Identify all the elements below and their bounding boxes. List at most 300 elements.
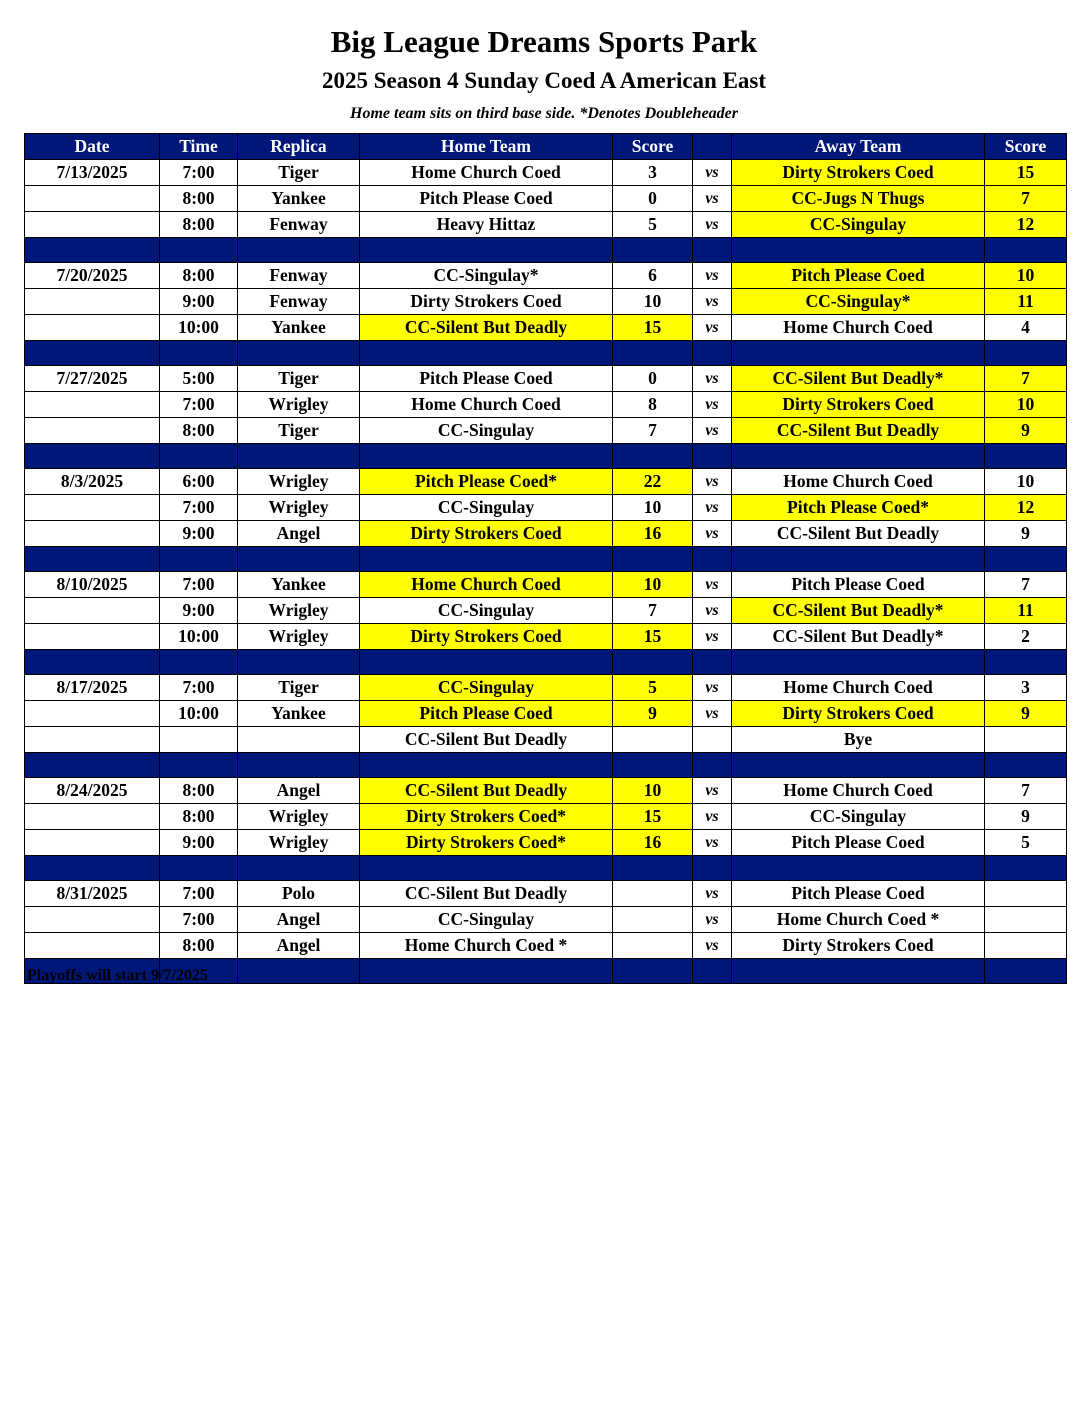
separator-cell <box>360 856 613 881</box>
home-score-cell: 15 <box>613 624 693 650</box>
home-score-cell: 16 <box>613 521 693 547</box>
schedule-body <box>25 160 1067 984</box>
separator-cell <box>732 856 985 881</box>
home-team-cell: Pitch Please Coed <box>360 366 613 392</box>
away-score-cell: 9 <box>985 418 1067 444</box>
time-cell: 8:00 <box>160 418 238 444</box>
replica-cell: Wrigley <box>238 469 360 495</box>
separator-cell <box>360 547 613 572</box>
separator-cell <box>160 650 238 675</box>
date-cell <box>25 830 160 856</box>
home-team-cell: CC-Singulay <box>360 907 613 933</box>
separator-cell <box>693 650 732 675</box>
away-team-cell: CC-Silent But Deadly* <box>732 598 985 624</box>
page-title: Big League Dreams Sports Park <box>330 24 758 59</box>
separator-cell <box>985 547 1067 572</box>
replica-cell: Yankee <box>238 572 360 598</box>
replica-cell: Tiger <box>238 675 360 701</box>
away-score-cell: 11 <box>985 289 1067 315</box>
vs-cell: vs <box>693 907 732 933</box>
away-team-cell: Pitch Please Coed <box>732 881 985 907</box>
home-team-cell: CC-Singulay <box>360 418 613 444</box>
away-team-cell: Pitch Please Coed* <box>732 495 985 521</box>
date-cell <box>25 212 160 238</box>
time-cell: 9:00 <box>160 598 238 624</box>
date-cell <box>25 701 160 727</box>
replica-cell: Yankee <box>238 186 360 212</box>
home-score-cell: 5 <box>613 212 693 238</box>
home-score-cell: 0 <box>613 186 693 212</box>
home-team-cell: Home Church Coed * <box>360 933 613 959</box>
vs-cell: vs <box>693 933 732 959</box>
table-row <box>25 418 1067 444</box>
separator-cell <box>238 650 360 675</box>
replica-cell: Wrigley <box>238 598 360 624</box>
table-row <box>25 289 1067 315</box>
away-score-cell: 7 <box>985 366 1067 392</box>
separator-cell <box>238 959 360 984</box>
date-cell: 8/31/2025 <box>25 881 160 907</box>
date-cell <box>25 624 160 650</box>
replica-cell: Angel <box>238 521 360 547</box>
separator-cell <box>360 753 613 778</box>
away-team-cell: CC-Silent But Deadly <box>732 521 985 547</box>
home-score-cell: 7 <box>613 418 693 444</box>
table-row <box>25 263 1067 289</box>
replica-cell: Wrigley <box>238 830 360 856</box>
table-row <box>25 315 1067 341</box>
time-cell: 7:00 <box>160 392 238 418</box>
home-team-cell: CC-Singulay <box>360 675 613 701</box>
replica-cell: Polo <box>238 881 360 907</box>
time-cell: 8:00 <box>160 804 238 830</box>
separator-cell <box>160 238 238 263</box>
home-score-cell: 15 <box>613 804 693 830</box>
table-row <box>25 521 1067 547</box>
away-team-cell: Pitch Please Coed <box>732 830 985 856</box>
date-cell <box>25 521 160 547</box>
home-team-cell: Home Church Coed <box>360 160 613 186</box>
date-cell: 8/10/2025 <box>25 572 160 598</box>
away-team-cell: Dirty Strokers Coed <box>732 933 985 959</box>
away-score-cell: 10 <box>985 392 1067 418</box>
separator-cell <box>985 959 1067 984</box>
vs-cell: vs <box>693 521 732 547</box>
col-header-date: Date <box>25 134 160 160</box>
date-cell <box>25 727 160 753</box>
vs-cell: vs <box>693 212 732 238</box>
col-header-replica: Replica <box>238 134 360 160</box>
separator-cell <box>25 238 160 263</box>
vs-cell: vs <box>693 418 732 444</box>
table-row <box>25 675 1067 701</box>
separator-cell <box>160 444 238 469</box>
vs-cell: vs <box>693 598 732 624</box>
time-cell: 10:00 <box>160 701 238 727</box>
separator-cell <box>613 341 693 366</box>
vs-cell: vs <box>693 675 732 701</box>
separator-cell <box>732 547 985 572</box>
replica-cell: Angel <box>238 933 360 959</box>
home-score-cell: 3 <box>613 160 693 186</box>
home-team-cell: Home Church Coed <box>360 572 613 598</box>
table-row <box>25 804 1067 830</box>
separator-cell <box>985 444 1067 469</box>
table-row <box>25 778 1067 804</box>
separator-cell <box>360 341 613 366</box>
home-team-cell: CC-Silent But Deadly <box>360 315 613 341</box>
home-score-cell: 16 <box>613 830 693 856</box>
table-row <box>25 830 1067 856</box>
time-cell: 7:00 <box>160 881 238 907</box>
col-header-vs <box>693 134 732 160</box>
date-cell <box>25 186 160 212</box>
away-score-cell: 9 <box>985 804 1067 830</box>
date-cell <box>25 418 160 444</box>
vs-cell <box>693 727 732 753</box>
replica-cell: Wrigley <box>238 624 360 650</box>
separator-cell <box>360 238 613 263</box>
home-score-cell: 22 <box>613 469 693 495</box>
away-score-cell: 12 <box>985 212 1067 238</box>
away-team-cell: Home Church Coed <box>732 315 985 341</box>
separator-cell <box>693 856 732 881</box>
vs-cell: vs <box>693 263 732 289</box>
away-team-cell: CC-Silent But Deadly* <box>732 624 985 650</box>
separator-cell <box>693 238 732 263</box>
date-cell <box>25 315 160 341</box>
date-cell: 8/17/2025 <box>25 675 160 701</box>
vs-cell: vs <box>693 366 732 392</box>
time-cell: 8:00 <box>160 263 238 289</box>
time-cell: 7:00 <box>160 495 238 521</box>
separator-cell <box>613 650 693 675</box>
replica-cell: Angel <box>238 907 360 933</box>
time-cell: 10:00 <box>160 315 238 341</box>
date-cell <box>25 933 160 959</box>
home-score-cell <box>613 933 693 959</box>
table-row <box>25 469 1067 495</box>
away-score-cell: 10 <box>985 263 1067 289</box>
away-team-cell: CC-Singulay <box>732 212 985 238</box>
time-cell: 7:00 <box>160 907 238 933</box>
home-team-cell: Pitch Please Coed <box>360 186 613 212</box>
home-team-cell: Dirty Strokers Coed <box>360 289 613 315</box>
home-team-cell: CC-Singulay <box>360 495 613 521</box>
away-score-cell: 9 <box>985 521 1067 547</box>
home-score-cell <box>613 907 693 933</box>
separator-cell <box>732 444 985 469</box>
separator-cell <box>985 856 1067 881</box>
separator-cell <box>160 547 238 572</box>
away-score-cell: 5 <box>985 830 1067 856</box>
home-score-cell: 6 <box>613 263 693 289</box>
separator-cell <box>985 753 1067 778</box>
table-header-row <box>25 134 1067 160</box>
separator-cell <box>693 959 732 984</box>
separator-cell <box>732 753 985 778</box>
week-separator-row <box>25 856 1067 881</box>
home-score-cell: 10 <box>613 572 693 598</box>
date-cell: 7/13/2025 <box>25 160 160 186</box>
date-cell <box>25 392 160 418</box>
col-header-away-team: Away Team <box>732 134 985 160</box>
home-team-cell: Pitch Please Coed* <box>360 469 613 495</box>
separator-cell <box>238 238 360 263</box>
home-team-cell: CC-Singulay <box>360 598 613 624</box>
away-score-cell: 7 <box>985 778 1067 804</box>
home-score-cell <box>613 727 693 753</box>
away-score-cell: 11 <box>985 598 1067 624</box>
home-score-cell: 10 <box>613 778 693 804</box>
separator-cell <box>732 650 985 675</box>
vs-cell: vs <box>693 804 732 830</box>
table-row <box>25 186 1067 212</box>
week-separator-row <box>25 341 1067 366</box>
home-team-cell: CC-Silent But Deadly <box>360 727 613 753</box>
home-team-cell: Dirty Strokers Coed <box>360 624 613 650</box>
separator-cell <box>238 547 360 572</box>
away-score-cell: 10 <box>985 469 1067 495</box>
away-score-cell: 7 <box>985 186 1067 212</box>
separator-cell <box>693 341 732 366</box>
separator-cell <box>238 753 360 778</box>
away-team-cell: Home Church Coed <box>732 469 985 495</box>
away-team-cell: CC-Singulay* <box>732 289 985 315</box>
away-team-cell: Dirty Strokers Coed <box>732 160 985 186</box>
home-team-cell: Dirty Strokers Coed* <box>360 804 613 830</box>
away-score-cell: 9 <box>985 701 1067 727</box>
away-team-cell: Dirty Strokers Coed <box>732 701 985 727</box>
away-score-cell: 12 <box>985 495 1067 521</box>
vs-cell: vs <box>693 469 732 495</box>
time-cell: 8:00 <box>160 933 238 959</box>
separator-cell <box>732 959 985 984</box>
separator-cell <box>238 444 360 469</box>
table-row <box>25 881 1067 907</box>
col-header-time: Time <box>160 134 238 160</box>
schedule-table <box>24 133 1067 984</box>
separator-cell <box>360 959 613 984</box>
time-cell: 8:00 <box>160 778 238 804</box>
separator-cell <box>238 856 360 881</box>
home-score-cell: 10 <box>613 495 693 521</box>
away-team-cell: CC-Jugs N Thugs <box>732 186 985 212</box>
away-team-cell: Pitch Please Coed <box>732 263 985 289</box>
away-score-cell <box>985 933 1067 959</box>
table-row <box>25 392 1067 418</box>
table-row <box>25 495 1067 521</box>
time-cell: 5:00 <box>160 366 238 392</box>
time-cell: 9:00 <box>160 521 238 547</box>
home-team-cell: CC-Silent But Deadly <box>360 881 613 907</box>
home-team-cell: Dirty Strokers Coed <box>360 521 613 547</box>
home-team-cell: Home Church Coed <box>360 392 613 418</box>
away-score-cell: 7 <box>985 572 1067 598</box>
separator-cell <box>25 856 160 881</box>
away-team-cell: CC-Silent But Deadly* <box>732 366 985 392</box>
time-cell: 6:00 <box>160 469 238 495</box>
away-team-cell: CC-Singulay <box>732 804 985 830</box>
separator-cell <box>732 341 985 366</box>
vs-cell: vs <box>693 315 732 341</box>
page-subtitle: 2025 Season 4 Sunday Coed A American East <box>321 68 767 93</box>
away-team-cell: Home Church Coed <box>732 675 985 701</box>
date-cell <box>25 598 160 624</box>
separator-cell <box>693 753 732 778</box>
separator-cell <box>613 547 693 572</box>
away-score-cell: 2 <box>985 624 1067 650</box>
date-cell <box>25 907 160 933</box>
separator-cell <box>160 753 238 778</box>
away-team-cell: Home Church Coed <box>732 778 985 804</box>
vs-cell: vs <box>693 160 732 186</box>
separator-cell <box>613 238 693 263</box>
separator-cell <box>693 547 732 572</box>
table-row <box>25 624 1067 650</box>
table-row <box>25 366 1067 392</box>
time-cell <box>160 727 238 753</box>
schedule-note: Home team sits on third base side. *Denotes Doubleheader <box>350 105 738 122</box>
table-row <box>25 212 1067 238</box>
time-cell: 9:00 <box>160 289 238 315</box>
replica-cell: Fenway <box>238 289 360 315</box>
date-cell: 7/20/2025 <box>25 263 160 289</box>
home-team-cell: Heavy Hittaz <box>360 212 613 238</box>
replica-cell: Wrigley <box>238 392 360 418</box>
home-score-cell: 5 <box>613 675 693 701</box>
week-separator-row <box>25 238 1067 263</box>
table-row <box>25 160 1067 186</box>
playoffs-note: Playoffs will start 9/7/2025 <box>27 967 208 984</box>
replica-cell: Tiger <box>238 160 360 186</box>
replica-cell: Angel <box>238 778 360 804</box>
date-cell: 7/27/2025 <box>25 366 160 392</box>
table-row <box>25 598 1067 624</box>
away-score-cell: 3 <box>985 675 1067 701</box>
time-cell: 7:00 <box>160 572 238 598</box>
home-team-cell: CC-Silent But Deadly <box>360 778 613 804</box>
vs-cell: vs <box>693 495 732 521</box>
replica-cell: Yankee <box>238 315 360 341</box>
date-cell <box>25 289 160 315</box>
away-team-cell: Bye <box>732 727 985 753</box>
week-separator-row <box>25 444 1067 469</box>
table-row <box>25 701 1067 727</box>
away-team-cell: Pitch Please Coed <box>732 572 985 598</box>
col-header-away-score: Score <box>985 134 1067 160</box>
home-score-cell: 7 <box>613 598 693 624</box>
away-team-cell: Home Church Coed * <box>732 907 985 933</box>
home-score-cell <box>613 881 693 907</box>
replica-cell: Tiger <box>238 418 360 444</box>
away-team-cell: Dirty Strokers Coed <box>732 392 985 418</box>
time-cell: 10:00 <box>160 624 238 650</box>
vs-cell: vs <box>693 186 732 212</box>
separator-cell <box>25 547 160 572</box>
time-cell: 9:00 <box>160 830 238 856</box>
week-separator-row <box>25 650 1067 675</box>
replica-cell: Fenway <box>238 212 360 238</box>
separator-cell <box>360 650 613 675</box>
week-separator-row <box>25 547 1067 572</box>
table-row <box>25 572 1067 598</box>
replica-cell: Wrigley <box>238 495 360 521</box>
table-row <box>25 933 1067 959</box>
table-row <box>25 727 1067 753</box>
vs-cell: vs <box>693 392 732 418</box>
separator-cell <box>985 341 1067 366</box>
week-separator-row <box>25 753 1067 778</box>
home-team-cell: CC-Singulay* <box>360 263 613 289</box>
separator-cell <box>25 341 160 366</box>
replica-cell: Yankee <box>238 701 360 727</box>
date-cell <box>25 804 160 830</box>
away-score-cell <box>985 727 1067 753</box>
separator-cell <box>613 959 693 984</box>
separator-cell <box>238 341 360 366</box>
table-row <box>25 907 1067 933</box>
away-score-cell <box>985 907 1067 933</box>
home-team-cell: Dirty Strokers Coed* <box>360 830 613 856</box>
away-score-cell <box>985 881 1067 907</box>
vs-cell: vs <box>693 624 732 650</box>
replica-cell: Tiger <box>238 366 360 392</box>
replica-cell <box>238 727 360 753</box>
separator-cell <box>25 650 160 675</box>
time-cell: 7:00 <box>160 675 238 701</box>
home-score-cell: 15 <box>613 315 693 341</box>
replica-cell: Wrigley <box>238 804 360 830</box>
away-score-cell: 4 <box>985 315 1067 341</box>
time-cell: 7:00 <box>160 160 238 186</box>
date-cell <box>25 495 160 521</box>
vs-cell: vs <box>693 572 732 598</box>
separator-cell <box>25 753 160 778</box>
vs-cell: vs <box>693 289 732 315</box>
separator-cell <box>985 238 1067 263</box>
vs-cell: vs <box>693 881 732 907</box>
away-team-cell: CC-Silent But Deadly <box>732 418 985 444</box>
separator-cell <box>613 444 693 469</box>
vs-cell: vs <box>693 778 732 804</box>
vs-cell: vs <box>693 830 732 856</box>
home-team-cell: Pitch Please Coed <box>360 701 613 727</box>
home-score-cell: 9 <box>613 701 693 727</box>
time-cell: 8:00 <box>160 186 238 212</box>
away-score-cell: 15 <box>985 160 1067 186</box>
separator-cell <box>160 341 238 366</box>
date-cell: 8/3/2025 <box>25 469 160 495</box>
separator-cell <box>693 444 732 469</box>
date-cell: 8/24/2025 <box>25 778 160 804</box>
separator-cell <box>985 650 1067 675</box>
home-score-cell: 10 <box>613 289 693 315</box>
time-cell: 8:00 <box>160 212 238 238</box>
replica-cell: Fenway <box>238 263 360 289</box>
separator-cell <box>25 444 160 469</box>
separator-cell <box>732 238 985 263</box>
col-header-home-team: Home Team <box>360 134 613 160</box>
separator-cell <box>160 856 238 881</box>
separator-cell <box>613 753 693 778</box>
vs-cell: vs <box>693 701 732 727</box>
separator-cell <box>613 856 693 881</box>
col-header-home-score: Score <box>613 134 693 160</box>
separator-cell <box>360 444 613 469</box>
home-score-cell: 0 <box>613 366 693 392</box>
home-score-cell: 8 <box>613 392 693 418</box>
